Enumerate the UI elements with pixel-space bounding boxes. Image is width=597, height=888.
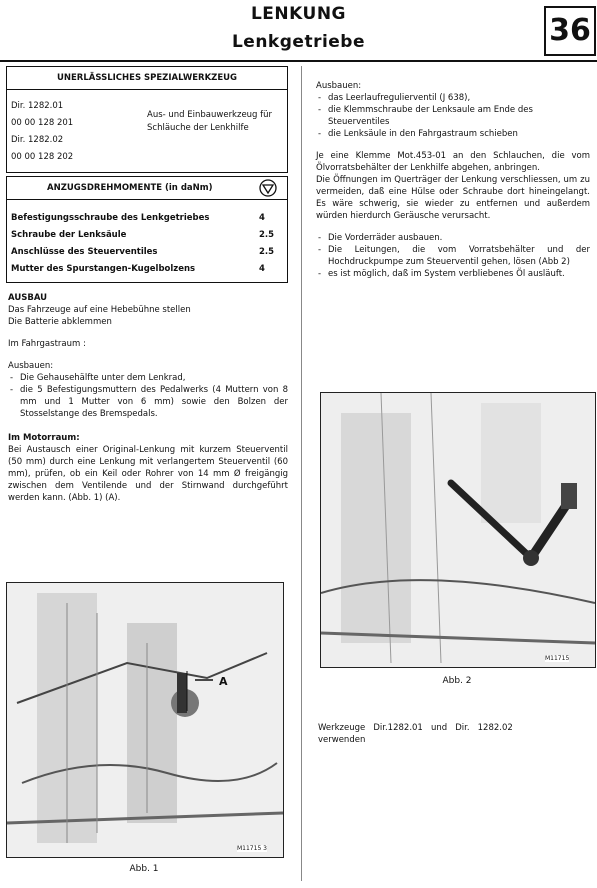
list-item: - Die Vorderräder ausbauen. xyxy=(316,232,590,244)
list-item: - die Klemmschraube der Lenksaule am Ende des Steuerventiles xyxy=(316,104,590,128)
special-tools-title: UNERLÄSSLICHES SPEZIALWERKZEUG xyxy=(7,67,287,90)
column-divider xyxy=(301,66,302,881)
torque-row: Mutter des Spurstangen-Kugelbolzens 4 xyxy=(11,264,265,274)
removal-list-3 xyxy=(316,232,590,280)
tool-description: Aus- und Einbauwerkzeug für Schläuche der Lenkhilfe xyxy=(147,110,273,133)
tools-line: verwenden xyxy=(318,735,366,745)
list-item: - die 5 Befestigungsmuttern des Pedalwerks (4 Muttern von 8 mm und 1 Mutter von 6 mm) sowie den Bolzen der Stosselstange des Bremspedals. xyxy=(8,384,288,420)
torque-row: Befestigungsschraube des Lenkgetriebes 4 xyxy=(11,213,265,223)
figure-code: M11715 3 xyxy=(237,845,267,852)
special-tools-box xyxy=(6,66,288,173)
removal-list xyxy=(8,372,288,420)
paragraph: Bei Austausch einer Original-Lenkung mit kurzem Steuerventil (50 mm) durch eine Lenkung mit verlangertem Steuerventil (60 mm), prüfen, ob ein Keil oder Rohrer von 14 mm Ø freigängig zwischen dem Ventilende und der Stirnwand durchgeführt werden kann. (Abb. 1) (A). xyxy=(8,445,288,503)
torque-row: Schraube der Lenksäule 2.5 xyxy=(11,230,275,240)
torque-header xyxy=(7,177,287,200)
tool-code: Dir. 1282.01 xyxy=(11,101,64,111)
steering-photo-1 xyxy=(7,583,283,857)
figure-code: M11715 xyxy=(545,655,570,662)
subsection-heading: Ausbauen: xyxy=(8,361,54,371)
subsection-heading: Ausbauen: xyxy=(316,81,362,91)
paragraph: Je eine Klemme Mot.453-01 an den Schlauchen, die vom Ölvorratsbehälter der Lenkhilfe abgehen, anbringen. xyxy=(316,151,590,173)
subsection-heading: Im Fahrgastraum : xyxy=(8,339,86,349)
torque-box xyxy=(6,176,288,283)
subsection-heading: Im Motorraum: xyxy=(8,433,80,443)
tool-code: Dir. 1282.02 xyxy=(11,135,64,145)
torque-wrench-icon xyxy=(259,179,277,197)
tools-note xyxy=(318,722,590,746)
list-item: - Die Leitungen, die vom Vorratsbehälter und der Hochdruckpumpe zum Steuerventil gehen, lösen (Abb 2) xyxy=(316,244,590,268)
list-item: - Die Gehausehälfte unter dem Lenkrad, xyxy=(8,372,288,384)
section-heading: AUSBAU xyxy=(8,293,48,303)
list-item: - das Leerlaufregulierventil (J 638), xyxy=(316,92,590,104)
figure-abb-1 xyxy=(6,582,284,858)
figure-caption: Abb. 1 xyxy=(129,864,159,874)
tool-code: 00 00 128 201 xyxy=(11,118,74,128)
list-item: - es ist möglich, daß im System verbliebenes Öl ausläuft. xyxy=(316,268,590,280)
page-subtitle: Lenkgetriebe xyxy=(231,32,366,52)
header-rule xyxy=(0,60,597,62)
torque-row: Anschlüsse des Steuerventiles 2.5 xyxy=(11,247,275,257)
removal-section xyxy=(8,292,288,504)
torque-title: ANZUGSDREHMOMENTE (in daNm) xyxy=(47,183,213,193)
right-column-text xyxy=(316,80,590,280)
instruction-line: Die Batterie abklemmen xyxy=(8,317,112,327)
steering-photo-2 xyxy=(321,393,595,667)
chapter-number: 36 xyxy=(544,6,596,56)
tools-line: Werkzeuge Dir.1282.01 und Dir. 1282.02 xyxy=(318,723,513,733)
figure-abb-2 xyxy=(320,392,596,668)
figure-caption: Abb. 2 xyxy=(442,676,472,686)
instruction-line: Das Fahrzeuge auf eine Hebebühne stellen xyxy=(8,305,191,315)
list-item: - die Lenksäule in den Fahrgastraum schieben xyxy=(316,128,590,140)
paragraph: Die Öffnungen im Querträger der Lenkung verschliessen, um zu vermeiden, daß eine Hülse oder Schraube dort hineingelangt. Es wäre schwerig, sie wieder zu entfernen und außerdem würden hierdurch Geräusche verursacht. xyxy=(316,175,590,221)
page-title: LENKUNG xyxy=(250,4,347,24)
figure-label: A xyxy=(219,675,228,688)
tool-code: 00 00 128 202 xyxy=(11,152,74,162)
removal-list-2 xyxy=(316,92,590,140)
